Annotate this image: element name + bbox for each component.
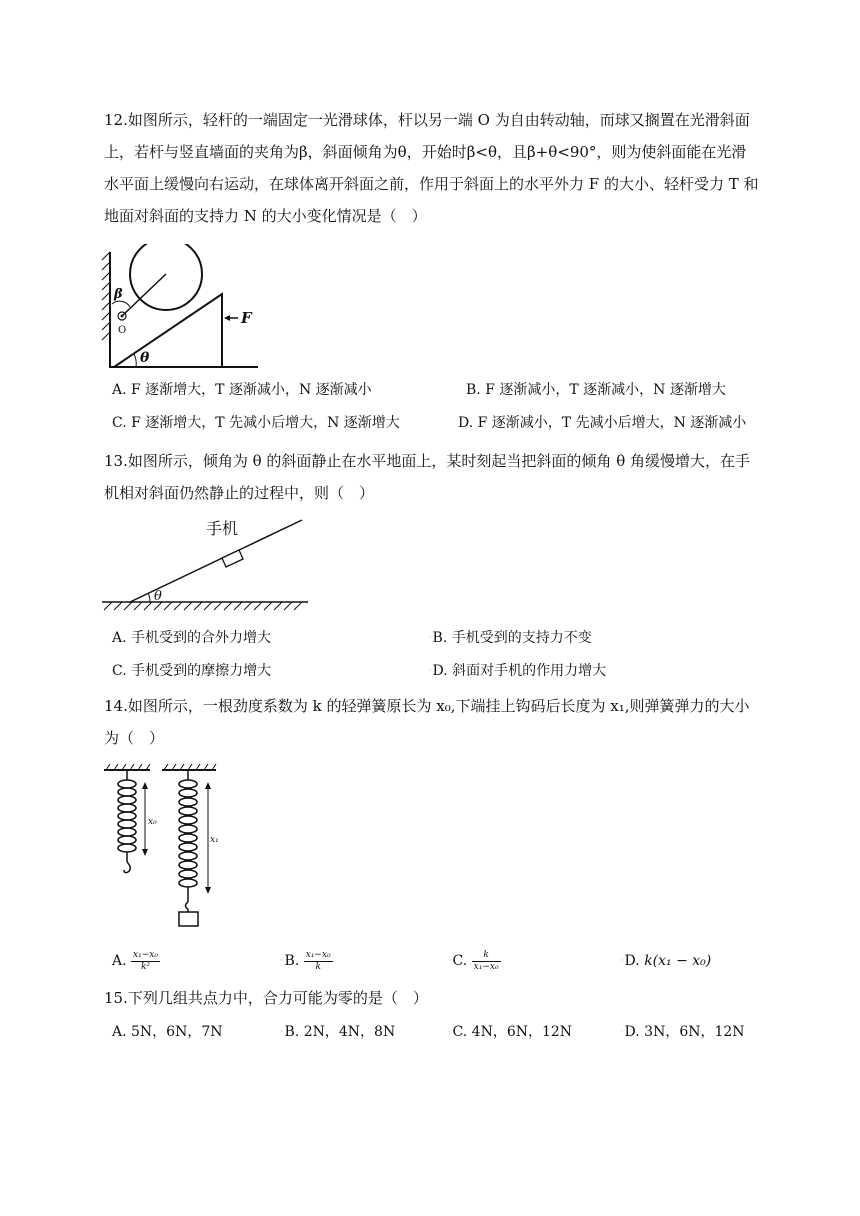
q15-option-c-text: C. 4N，6N，12N bbox=[452, 1024, 573, 1040]
theta-arc bbox=[134, 354, 136, 367]
x0-arrow-bottom bbox=[142, 849, 148, 856]
weight-block bbox=[179, 912, 198, 926]
spring-2-hook bbox=[186, 902, 189, 909]
q15-option-c[interactable] bbox=[448, 1021, 572, 1043]
q13-option-a[interactable]: A. 手机受到的合外力增大 bbox=[112, 630, 272, 646]
q12-option-a[interactable]: A. F 逐渐增大，T 逐渐减小，N 逐渐减小 bbox=[112, 382, 372, 398]
question-15-stem: 15.下列几组共点力中，合力可能为零的是（ ） bbox=[104, 989, 428, 1007]
beta-label: β bbox=[114, 287, 123, 302]
question-14 bbox=[104, 690, 760, 754]
f-label: F bbox=[241, 309, 252, 327]
x1-arrow-top bbox=[205, 782, 211, 789]
fraction-denominator: k bbox=[315, 961, 321, 972]
q13-option-b[interactable] bbox=[428, 627, 592, 649]
theta-label: θ bbox=[140, 350, 150, 366]
option-marker-dot: ◦ bbox=[428, 634, 432, 641]
ground-hatching bbox=[104, 602, 302, 610]
question-12-stem: 12.如图所示，轻杆的一端固定一光滑球体，杆以另一端 O 为自由转动轴，而球又搁置在光滑斜面上，若杆与竖直墙面的夹角为β，斜面倾角为θ，开始时β<θ，且β+θ<90°，则为使斜面能在光滑水平面上缓慢向右运动，在球体离开斜面之前，作用于斜面上的水平外力 F 的大小、轻杆受力 T 和地面对斜面的支持力 N 的大小变化情况是（ ） bbox=[104, 111, 759, 225]
q13-option-d[interactable] bbox=[428, 660, 606, 682]
q15-options-row bbox=[112, 1021, 772, 1043]
q13-figure-phone-incline bbox=[100, 514, 312, 614]
ball bbox=[130, 244, 202, 310]
q14-option-a-fraction bbox=[131, 950, 160, 973]
option-marker-dot: ◦ bbox=[428, 667, 432, 674]
o-label: O bbox=[118, 325, 127, 336]
q12-options-row-2 bbox=[112, 412, 772, 434]
option-marker-dot: ◦ bbox=[448, 957, 452, 964]
q13-option-d-text: D. 斜面对手机的作用力增大 bbox=[432, 663, 607, 679]
theta-arc bbox=[148, 593, 150, 602]
wall-hatching bbox=[102, 252, 110, 340]
q14-option-a[interactable] bbox=[112, 948, 160, 974]
spring-1-coils bbox=[118, 780, 136, 852]
q15-option-d-text: D. 3N，6N，12N bbox=[624, 1024, 745, 1040]
q12-option-b[interactable]: B. F 逐渐减小，T 逐渐减小，N 逐渐增大 bbox=[466, 382, 726, 398]
spring-2-coils bbox=[179, 780, 197, 887]
q14-option-b[interactable] bbox=[280, 948, 333, 974]
q14-option-c[interactable] bbox=[448, 948, 501, 974]
q13-option-b-text: B. 手机受到的支持力不变 bbox=[432, 630, 592, 646]
fraction-denominator: x₁−x₀ bbox=[473, 961, 499, 972]
beta-arc bbox=[112, 301, 130, 307]
q13-options-row-1 bbox=[112, 627, 772, 649]
q14-option-d-expression: k(x₁ − x₀) bbox=[644, 953, 712, 969]
q14-options-row bbox=[112, 948, 772, 974]
force-arrowhead bbox=[224, 315, 230, 321]
q15-option-d[interactable] bbox=[620, 1021, 745, 1043]
q14-option-c-prefix: C. bbox=[452, 953, 468, 969]
x0-arrow-top bbox=[142, 782, 148, 789]
option-marker-dot: ◦ bbox=[620, 1028, 624, 1035]
q12-option-d[interactable]: D. F 逐渐减小，T 先减小后增大，N 逐渐减小 bbox=[458, 415, 747, 431]
option-marker-dot: ◦ bbox=[620, 957, 624, 964]
question-14-stem: 14.如图所示，一根劲度系数为 k 的轻弹簧原长为 x₀,下端挂上钩码后长度为 x₁,则弹簧弹力的大小为（ ） bbox=[104, 697, 750, 747]
q15-option-b-text: B. 2N，4N，8N bbox=[284, 1024, 396, 1040]
question-12 bbox=[104, 104, 760, 232]
question-15 bbox=[104, 982, 760, 1014]
fraction-numerator: x₁−x₀ bbox=[305, 949, 331, 960]
theta-label: θ bbox=[154, 589, 162, 604]
q13-options-row-2 bbox=[112, 660, 772, 682]
x1-label: x₁ bbox=[210, 835, 219, 845]
x1-arrow-bottom bbox=[205, 887, 211, 894]
question-13-stem: 13.如图所示，倾角为 θ 的斜面静止在水平地面上，某时刻起当把斜面的倾角 θ 角缓慢增大，在手机相对斜面仍然静止的过程中，则（ ） bbox=[104, 452, 750, 502]
fraction-denominator: k² bbox=[140, 961, 150, 972]
q14-option-a-prefix: A. bbox=[112, 953, 127, 969]
q14-option-b-fraction bbox=[304, 950, 333, 973]
q14-option-d[interactable] bbox=[620, 948, 711, 974]
q14-option-d-prefix: D. bbox=[624, 953, 640, 969]
q13-option-c[interactable]: C. 手机受到的摩擦力增大 bbox=[112, 663, 272, 679]
q14-option-b-prefix: B. bbox=[284, 953, 300, 969]
phone-label: 手机 bbox=[206, 519, 239, 538]
option-marker-dot: ◦ bbox=[280, 1028, 284, 1035]
q14-option-c-fraction bbox=[472, 950, 501, 973]
spring-1-hook bbox=[124, 862, 130, 873]
option-marker-dot: ◦ bbox=[448, 1028, 452, 1035]
incline-block bbox=[114, 294, 222, 367]
fraction-numerator: k bbox=[472, 950, 501, 962]
q12-option-c[interactable]: C. F 逐渐增大，T 先减小后增大，N 逐渐增大 bbox=[112, 415, 400, 431]
q14-figure-springs bbox=[100, 762, 228, 930]
fraction-numerator: x₁−x₀ bbox=[133, 949, 158, 960]
pivot-dot bbox=[121, 315, 124, 318]
question-13 bbox=[104, 445, 760, 509]
q12-options-row-1 bbox=[112, 379, 772, 401]
q15-option-b[interactable] bbox=[280, 1021, 395, 1043]
q15-option-a[interactable]: A. 5N，6N，7N bbox=[112, 1024, 223, 1040]
q12-figure-rod-ball-incline bbox=[100, 244, 260, 372]
option-marker-dot: ◦ bbox=[280, 957, 284, 964]
phone-block bbox=[222, 550, 243, 567]
x0-label: x₀ bbox=[148, 817, 157, 827]
